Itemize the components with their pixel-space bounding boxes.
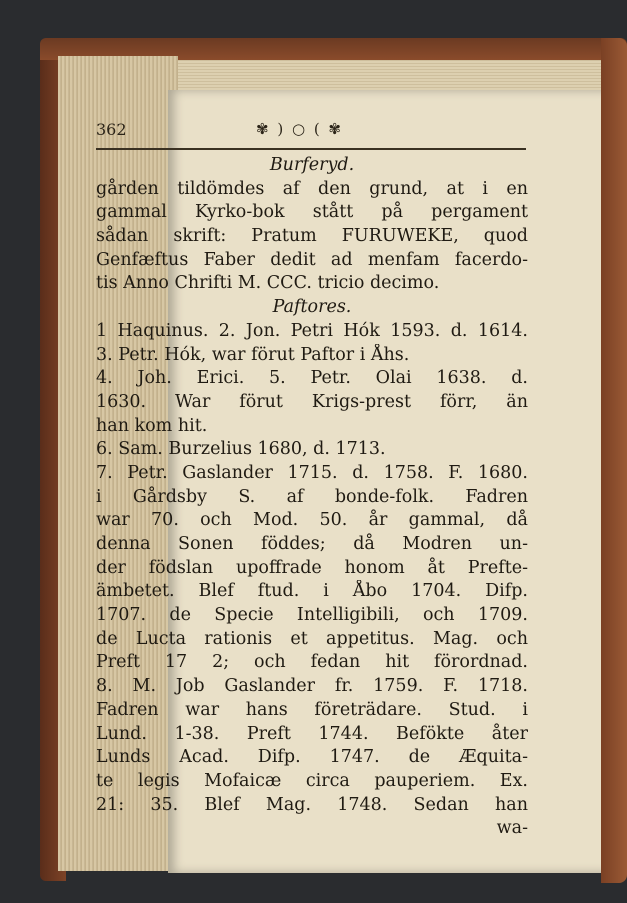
text-line: 1630. War förut Krigs-prest förr, än (96, 391, 528, 412)
text-line: Preft 17 2; och fedan hit förordnad. (96, 652, 528, 673)
text-line: de Lucta rationis et appetitus. Mag. och (96, 628, 528, 649)
text-line: Lunds Acad. Difp. 1747. de Æquita- (96, 747, 528, 768)
text-line: 1 Haquinus. 2. Jon. Petri Hók 1593. d. 1614. (96, 320, 528, 341)
text-line: denna Sonen föddes; då Modren un- (96, 534, 528, 554)
text-line: 4. Joh. Erici. 5. Petr. Olai 1638. d. (96, 368, 528, 389)
text-line: Genfæftus Faber dedit ad menfam facerdo- (96, 249, 528, 270)
book (40, 38, 625, 883)
text-line: 6. Sam. Burzelius 1680, d. 1713. (96, 439, 386, 460)
text-line: wa- (496, 818, 528, 839)
header-ornament: ✾ ) ○ ( ✾ (256, 120, 344, 138)
text-line: i Gårdsby S. af bonde-folk. Fadren (96, 486, 528, 507)
text-line: te legis Mofaicæ circa pauperiem. Ex. (96, 770, 528, 791)
text-line: 1707. de Specie Intelligibili, och 1709. (96, 605, 528, 626)
book-page (168, 90, 620, 873)
text-line: der födslan upoffrade honom åt Prefte- (96, 557, 528, 578)
text-line: Burferyd. (269, 155, 355, 175)
text-line: war 70. och Mod. 50. år gammal, då (96, 510, 528, 531)
text-line: han kom hit. (96, 415, 208, 436)
text-line: tis Anno Chrifti M. CCC. tricio decimo. (96, 273, 440, 294)
text-line: 8. M. Job Gaslander fr. 1759. F. 1718. (96, 676, 528, 697)
page-number: 362 (96, 120, 127, 139)
book-cover-right (601, 38, 627, 883)
text-line: gammal Kyrko-bok stått på pergament (96, 202, 528, 223)
text-line: Lund. 1-38. Preft 1744. Befökte åter (96, 723, 528, 744)
text-line: gården tildömdes af den grund, at i en (96, 178, 528, 199)
text-line: Paftores. (272, 297, 352, 318)
page-edges-side (58, 56, 178, 871)
text-line: 7. Petr. Gaslander 1715. d. 1758. F. 1680. (96, 462, 528, 483)
text-line: ämbetet. Blef ftud. i Åbo 1704. Difp. (96, 581, 528, 602)
text-line: 3. Petr. Hók, war förut Paftor i Åhs. (96, 344, 410, 365)
text-line: sådan skrift: Pratum FURUWEKE, quod (96, 226, 528, 247)
text-line: 21: 35. Blef Mag. 1748. Sedan han (96, 794, 528, 815)
text-line: Fadren war hans företrädare. Stud. i (96, 699, 528, 720)
